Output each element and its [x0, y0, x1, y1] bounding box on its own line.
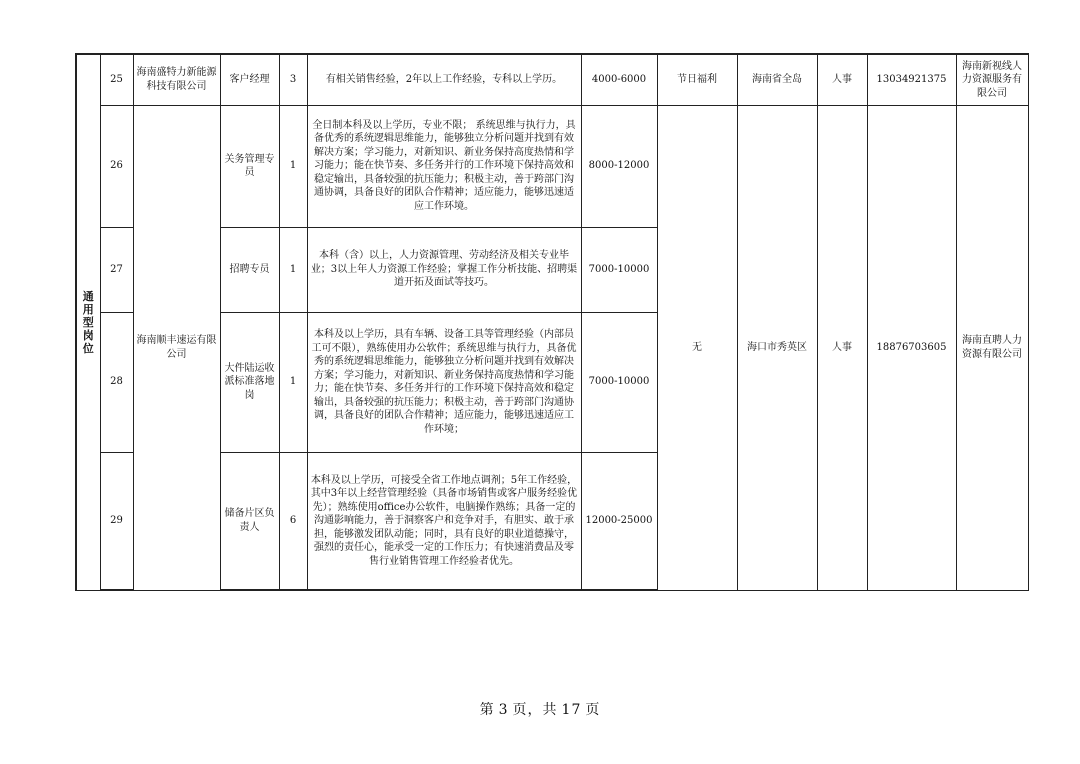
salary-range: 7000-10000: [581, 312, 657, 452]
job-requirements: 本科及以上学历，可接受全省工作地点调剂；5年工作经验，其中3年以上经营管理经验（具备市场销售或客户服务经验优先）；熟练使用office办公软件，电脑操作熟练；具备一定的沟通影响能力，善于洞察客户和竞争对手，有胆实、敢于承担，能够激发团队动能；同时，具有良好的职业道德操守，强烈的责任心，能承受一定的工作压力；有快速消费品及零售行业销售管理工作经验者优先。: [307, 452, 581, 590]
row-number: 27: [100, 227, 133, 312]
job-listing-table: [75, 53, 1029, 591]
table-row: [76, 105, 1028, 227]
row-number: 28: [100, 312, 133, 452]
row-number: 29: [100, 452, 133, 590]
headcount: 1: [279, 312, 307, 452]
position-title: 关务管理专员: [220, 105, 279, 227]
job-requirements: 本科及以上学历，具有车辆、设备工具等管理经验（内部员工可不限），熟练使用办公软件；系统思维与执行力，具备优秀的系统逻辑思维能力，能够独立分析问题并找到有效解决方案；学习能力，对新知识、新业务保持高度热情和学习能力；能在快节奏、多任务并行的工作环境下保持高效和稳定输出，具备较强的抗压能力；积极主动，善于跨部门沟通协调，具备良好的团队合作精神；适应能力，能够迅速适应工作环境；: [307, 312, 581, 452]
job-requirements: 本科（含）以上，人力资源管理、劳动经济及相关专业毕业；3以上年人力资源工作经验；掌握工作分析技能、招聘渠道开拓及面试等技巧。: [307, 227, 581, 312]
contact-phone: 18876703605: [867, 105, 956, 590]
contact-phone: 13034921375: [867, 54, 956, 105]
position-title: 招聘专员: [220, 227, 279, 312]
footer-suffix: 页: [585, 702, 601, 718]
salary-range: 7000-10000: [581, 227, 657, 312]
benefits: 节日福利: [657, 54, 737, 105]
salary-range: 12000-25000: [581, 452, 657, 590]
headcount: 6: [279, 452, 307, 590]
category-cell: [76, 54, 100, 590]
job-requirements: 全日制本科及以上学历，专业不限； 系统思维与执行力，具备优秀的系统逻辑思维能力，能够独立分析问题并找到有效解决方案；学习能力，对新知识、新业务保持高度热情和学习能力；能在快节奏、多任务并行的工作环境下保持高效和稳定输出，具备较强的抗压能力；积极主动，善于跨部门沟通协调，具备良好的团队合作精神；适应能力，能够迅速适应工作环境。: [307, 105, 581, 227]
contact-department: 人事: [817, 105, 867, 590]
contact-department: 人事: [817, 54, 867, 105]
page-footer: [0, 699, 1080, 719]
headcount: 1: [279, 105, 307, 227]
table-row: [76, 54, 1028, 105]
row-number: 26: [100, 105, 133, 227]
company-name: 海南顺丰速运有限公司: [133, 105, 220, 590]
salary-range: 8000-12000: [581, 105, 657, 227]
job-requirements: 有相关销售经验，2年以上工作经验，专科以上学历。: [307, 54, 581, 105]
category-label: 通用型岗位: [82, 289, 94, 355]
footer-prefix: 第: [479, 702, 495, 718]
total-pages: 17: [561, 702, 582, 718]
benefits: 无: [657, 105, 737, 590]
row-number: 25: [100, 54, 133, 105]
position-title: 储备片区负责人: [220, 452, 279, 590]
recruiting-agency: 海南新视线人力资源服务有限公司: [956, 54, 1028, 105]
footer-mid: 页，共: [512, 702, 558, 718]
headcount: 3: [279, 54, 307, 105]
position-title: 大件陆运收派标准落地岗: [220, 312, 279, 452]
work-location: 海口市秀英区: [737, 105, 817, 590]
headcount: 1: [279, 227, 307, 312]
recruiting-agency: 海南直聘人力资源有限公司: [956, 105, 1028, 590]
salary-range: 4000-6000: [581, 54, 657, 105]
position-title: 客户经理: [220, 54, 279, 105]
current-page-number: 3: [498, 702, 509, 718]
company-name: 海南盛特力新能源科技有限公司: [133, 54, 220, 105]
work-location: 海南省全岛: [737, 54, 817, 105]
